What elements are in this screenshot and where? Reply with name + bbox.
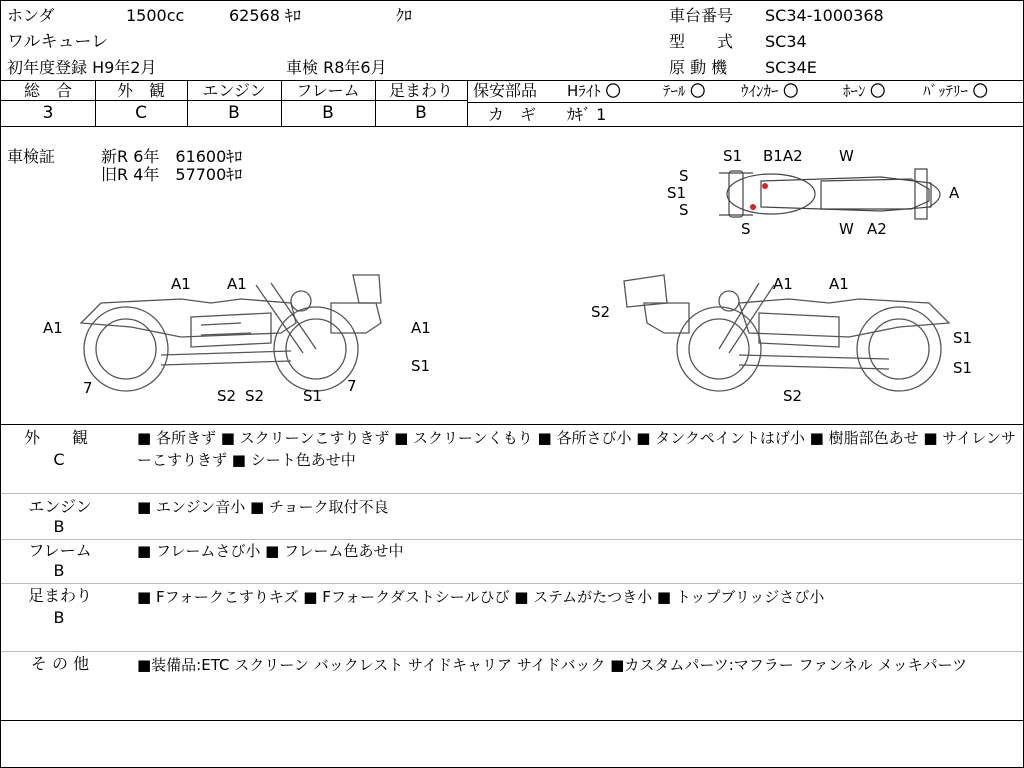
label-s: S xyxy=(679,201,689,219)
top-handlebar xyxy=(729,171,743,217)
safety-taillight: ﾃｰﾙ 〇 xyxy=(663,82,706,100)
suspension-grade-label: 足まわり xyxy=(388,81,453,100)
windscreen xyxy=(353,275,381,303)
label-s2: S2 xyxy=(217,387,237,405)
comment-grade-suspension: B xyxy=(53,608,65,627)
headlight xyxy=(291,291,311,311)
comment-text-exterior: ■ 各所きず ■ スクリーンこすりきず ■ スクリーンくもり ■ 各所さび小 ■ タンクペイントはげ小 ■ 樹脂部色あせ ■ サイレンサーこすりきず ■ シート色あせ中 xyxy=(137,429,1016,469)
label-a1: A1 xyxy=(411,319,431,337)
comment-title-exterior: 外 観 xyxy=(23,428,88,447)
engine-value: SC34E xyxy=(765,58,817,77)
safety-headlight: Hﾗｲﾄ 〇 xyxy=(567,82,621,100)
engine-outline xyxy=(759,313,839,347)
top-seat xyxy=(821,179,929,209)
mileage: 62568 ｷﾛ xyxy=(229,6,301,25)
comment-grade-exterior: C xyxy=(53,450,65,469)
chassis-label: 車台番号 xyxy=(669,6,734,25)
key-value: ｶｷﾞ 1 xyxy=(567,105,607,124)
label-w: W xyxy=(839,220,854,238)
label-s1: S1 xyxy=(303,387,323,405)
chassis-number: SC34-1000368 xyxy=(765,6,884,25)
key-label: カ ギ xyxy=(488,105,537,124)
model-name: ワルキューレ xyxy=(7,32,109,52)
label-s2: S2 xyxy=(245,387,265,405)
comment-text-engine: ■ エンジン音小 ■ チョーク取付不良 xyxy=(137,498,389,516)
comment-title-engine: エンジン xyxy=(28,497,92,516)
body-outline xyxy=(739,299,949,337)
comment-text-suspension: ■ Fフォークこすりキズ ■ Fフォークダストシールひび ■ ステムがたつき小 ■ トップブリッジさび小 xyxy=(137,588,825,606)
label-s1: S1 xyxy=(667,184,687,202)
label-s2: S2 xyxy=(783,387,803,405)
shaken-old: 旧R 4年 57700ｷﾛ xyxy=(101,165,243,184)
frame-grade-label: フレーム xyxy=(296,81,360,100)
label-s1: S1 xyxy=(723,147,743,165)
top-body-outline xyxy=(761,177,931,211)
comment-title-frame: フレーム xyxy=(28,541,92,560)
engine-grade-label: エンジン xyxy=(202,81,266,100)
engine-grade: B xyxy=(228,103,240,123)
type-label: 型 式 xyxy=(669,32,734,51)
right-side-diagram xyxy=(589,263,989,405)
label-s: S xyxy=(679,167,689,185)
label-s2: S2 xyxy=(591,303,611,321)
frame-grade: B xyxy=(322,103,334,123)
safety-label: 保安部品 xyxy=(473,81,538,100)
inspection-expiry: 車検 R8年6月 xyxy=(286,58,387,77)
comment-grade-engine: B xyxy=(53,517,65,536)
engine-label: 原 動 機 xyxy=(669,58,728,77)
top-rear-carrier xyxy=(915,169,927,219)
shaken-label: 車検証 xyxy=(7,147,56,166)
comment-grade-frame: B xyxy=(53,561,65,580)
damage-mark xyxy=(762,183,768,189)
label-a1: A1 xyxy=(43,319,63,337)
suspension-grade: B xyxy=(415,103,427,123)
body-outline xyxy=(81,299,296,337)
label-7: 7 xyxy=(347,377,357,395)
label-7: 7 xyxy=(83,379,93,397)
label-a1: A1 xyxy=(773,275,793,293)
shaken-new: 新R 6年 61600ｷﾛ xyxy=(101,147,243,166)
label-b1a2: B1A2 xyxy=(763,147,803,165)
exterior-grade: C xyxy=(135,103,147,123)
exhaust xyxy=(161,351,291,355)
label-a1: A1 xyxy=(829,275,849,293)
first-registration: 初年度登録 H9年2月 xyxy=(7,58,157,77)
top-tank xyxy=(727,174,815,214)
label-w: W xyxy=(839,147,854,165)
label-a1: A1 xyxy=(227,275,247,293)
top-view-diagram xyxy=(661,141,971,241)
exterior-label: 外 観 xyxy=(116,81,165,100)
label-s1: S1 xyxy=(953,329,973,347)
comment-title-suspension: 足まわり xyxy=(27,586,92,605)
safety-winker: ｳｲﾝｶｰ 〇 xyxy=(741,82,799,100)
divider xyxy=(1,126,1023,127)
comment-title-other: そ の 他 xyxy=(30,654,90,673)
exhaust xyxy=(739,355,889,359)
color: ｸﾛ xyxy=(396,6,413,25)
displacement: 1500cc xyxy=(126,6,185,25)
label-a2: A2 xyxy=(867,220,887,238)
comment-text-other: ■装備品:ETC スクリーン バックレスト サイドキャリア サイドバック ■カスタムパーツ:マフラー ファンネル メッキパーツ xyxy=(137,656,967,674)
label-a: A xyxy=(949,184,960,202)
type-value: SC34 xyxy=(765,32,807,51)
overall-label: 総 合 xyxy=(23,81,72,100)
engine-outline xyxy=(191,313,271,347)
safety-battery: ﾊﾞｯﾃﾘｰ 〇 xyxy=(923,82,988,100)
safety-horn: ﾎｰﾝ 〇 xyxy=(843,82,886,100)
left-side-diagram xyxy=(41,263,451,405)
label-a1: A1 xyxy=(171,275,191,293)
label-s1: S1 xyxy=(953,359,973,377)
backrest xyxy=(624,275,667,307)
maker: ホンダ xyxy=(7,6,55,25)
label-s: S xyxy=(741,220,751,238)
damage-mark xyxy=(750,204,756,210)
label-s1: S1 xyxy=(411,357,431,375)
overall-grade: 3 xyxy=(42,103,54,123)
comment-text-frame: ■ フレームさび小 ■ フレーム色あせ中 xyxy=(137,542,404,560)
